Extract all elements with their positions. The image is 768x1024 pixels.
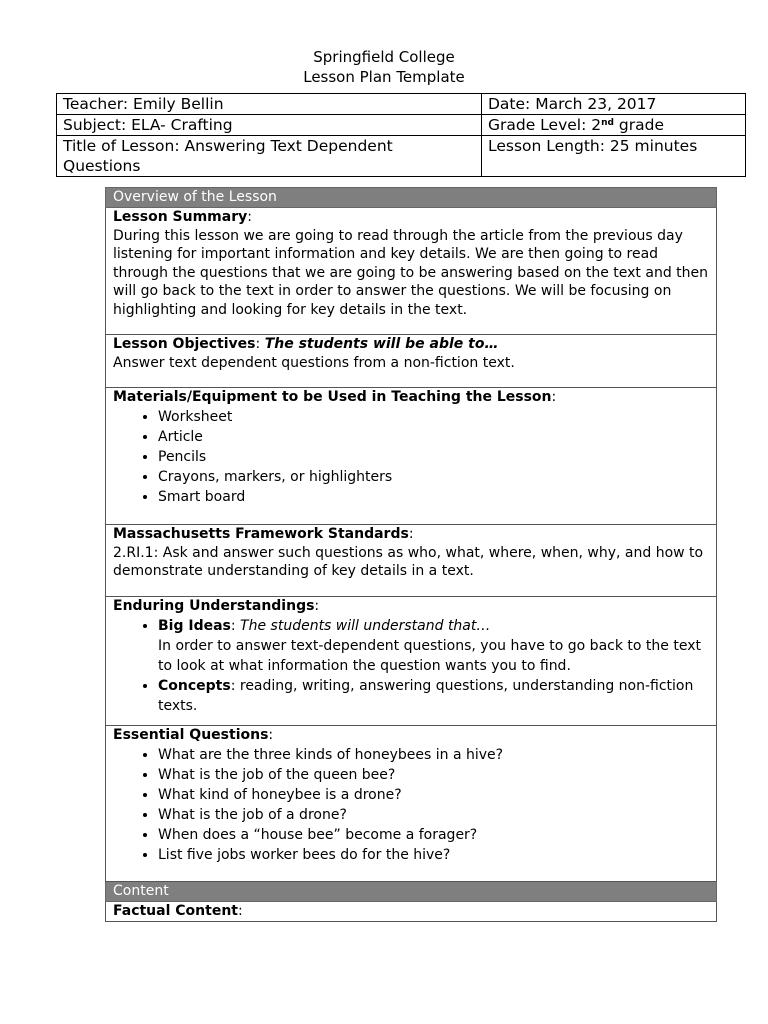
list-item: • List five jobs worker bees do for the hive? xyxy=(158,845,709,865)
list-item: • Smart board xyxy=(158,487,709,507)
standards-label: Massachusetts Framework Standards xyxy=(113,526,409,542)
list-item: • When does a “house bee” become a forager? xyxy=(158,825,709,845)
summary-text: During this lesson we are going to read through the article from the previous day listening for important information and key details. We are then going to read through the questions that we are going to be answering based on the text and then will go back to the text in order to answer the questions. We will be focusing on highlighting and looking for key details in the text. xyxy=(113,227,709,318)
list-item: • Crayons, markers, or highlighters xyxy=(158,467,709,487)
list-item: • Big Ideas: The students will understand that… In order to answer text-dependent questions, you have to go back to the text to look at what information the question wants you to find. xyxy=(158,616,709,676)
grade-superscript: nd xyxy=(601,118,614,128)
objectives-section: Lesson Objectives: The students will be able to… Answer text dependent questions from a non-fiction text. xyxy=(106,335,717,388)
list-item xyxy=(158,676,709,716)
college-name: Springfield College xyxy=(313,48,455,66)
materials-section: Materials/Equipment to be Used in Teaching the Lesson: • Worksheet • Article • Pencils • Crayons, markers, or highlighters • Smart board xyxy=(106,388,717,525)
objectives-label: Lesson Objectives xyxy=(113,336,256,352)
big-ideas-italic: The students will understand that… xyxy=(240,617,491,634)
template-name: Lesson Plan Template xyxy=(303,68,465,86)
document-header xyxy=(0,47,768,87)
summary-section: Lesson Summary: During this lesson we are going to read through the article from the previous day listening for important information and key details. We are then going to read through the questions that we are going to be answering based on the text and then will go back to the text in order to answer the questions. We will be focusing on highlighting and looking for key details in the text. xyxy=(106,208,717,335)
info-row xyxy=(57,94,746,115)
standards-text: 2.RI.1: Ask and answer such questions as who, what, where, when, why, and how to demonstrate understanding of key details in a text. xyxy=(113,544,704,579)
summary-label: Lesson Summary xyxy=(113,209,248,225)
grade-prefix: Grade Level: 2 xyxy=(488,116,602,134)
objectives-italic: The students will be able to… xyxy=(264,336,499,352)
list-item: • What is the job of a drone? xyxy=(158,805,709,825)
enduring-list xyxy=(113,616,709,716)
list-item: • Article xyxy=(158,427,709,447)
lesson-plan-table xyxy=(105,187,717,922)
big-ideas-text: In order to answer text-dependent questions, you have to go back to the text to look at what information the question wants you to find. xyxy=(158,637,701,674)
concepts-label: Concepts xyxy=(158,677,231,694)
section-header-row xyxy=(106,188,717,208)
factual-label: Factual Content xyxy=(113,903,238,919)
list-item: • What kind of honeybee is a drone? xyxy=(158,785,709,805)
section-header-row xyxy=(106,882,717,902)
enduring-section: Enduring Understandings: • Big Ideas: The students will understand that… In order to answer text-dependent questions, you have to go back to the text to look at what information the question wants you to find. • Concepts: reading, writing, answering questions, understanding non-fiction texts. xyxy=(106,597,717,726)
info-row xyxy=(57,115,746,136)
lesson-title-cell: Title of Lesson: Answering Text Dependent Questions xyxy=(57,136,482,177)
grade-suffix: grade xyxy=(613,116,664,134)
enduring-label: Enduring Understandings xyxy=(113,598,315,614)
concepts-text: : reading, writing, answering questions, understanding non-fiction texts. xyxy=(158,677,694,714)
subject-cell: Subject: ELA- Crafting xyxy=(57,115,482,136)
objectives-text: Answer text dependent questions from a non-fiction text. xyxy=(113,354,515,371)
essential-questions-section: Essential Questions: • What are the three kinds of honeybees in a hive? • What is the job of the queen bee? • What kind of honeybee is a drone? • What is the job of a drone? • When does a “house bee” become a forager? • List five jobs worker bees do for the hive? xyxy=(106,726,717,882)
info-row xyxy=(57,136,746,177)
big-ideas-label: Big Ideas xyxy=(158,617,231,634)
list-item: • Pencils xyxy=(158,447,709,467)
factual-content-section: Factual Content: xyxy=(106,902,717,922)
lesson-length-cell: Lesson Length: 25 minutes xyxy=(482,136,746,177)
standards-section: Massachusetts Framework Standards: 2.RI.1: Ask and answer such questions as who, what, where, when, why, and how to demonstrate understanding of key details in a text. xyxy=(106,525,717,597)
essential-list xyxy=(113,745,709,865)
essential-label: Essential Questions xyxy=(113,727,269,743)
teacher-cell: Teacher: Emily Bellin xyxy=(57,94,482,115)
overview-header: Overview of the Lesson xyxy=(106,188,717,208)
materials-list xyxy=(113,407,709,507)
grade-cell xyxy=(482,115,746,136)
materials-label: Materials/Equipment to be Used in Teaching the Lesson xyxy=(113,389,552,405)
content-header: Content xyxy=(106,882,717,902)
list-item: • What is the job of the queen bee? xyxy=(158,765,709,785)
lesson-info-table xyxy=(56,93,746,177)
date-cell: Date: March 23, 2017 xyxy=(482,94,746,115)
list-item: • Worksheet xyxy=(158,407,709,427)
list-item: • What are the three kinds of honeybees in a hive? xyxy=(158,745,709,765)
